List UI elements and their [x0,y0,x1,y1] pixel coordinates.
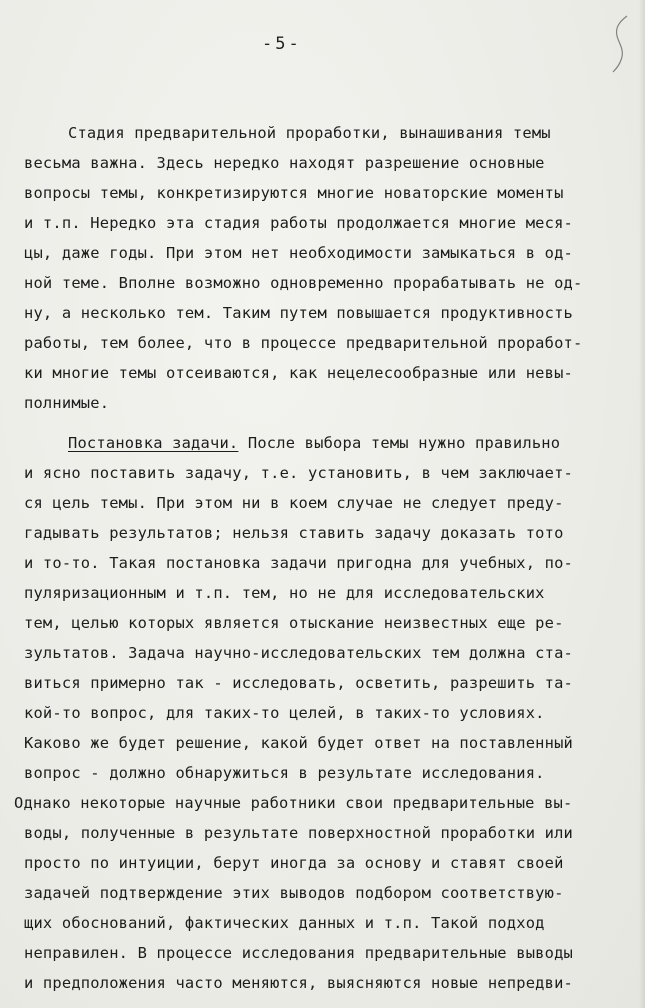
text-line: весьма важна. Здесь нередко находят разрешение основные [24,154,545,172]
text-line: тем, целью которых является отыскание неизвестных еще ре- [24,614,564,632]
text-line: щих обоснований, фактических данных и т.п. Такой подход [24,914,545,932]
page-number: -5- [262,34,302,54]
text-line: виться примерно так - исследовать, осветить, разрешить та- [24,674,574,692]
text-line: вопросы темы, конкретизируются многие новаторские моменты [24,184,564,202]
text-line: кой-то вопрос, для таких-то целей, в таких-то условиях. [24,704,545,722]
text-line: ну, а несколько тем. Таким путем повышается продуктивность [24,304,574,322]
text-line: просто по интуиции, берут иногда за основу и ставят своей [24,854,564,872]
text-line: Каково же будет решение, какой будет ответ на поставленный [24,734,574,752]
text-line: полнимые. [24,394,110,412]
text-line: гадывать результатов; нельзя ставить задачу доказать тото [24,524,564,542]
text-line: цы, даже годы. При этом нет необходимости замыкаться в од- [24,244,574,262]
heading-line-rest: После выбора темы нужно правильно [238,434,561,452]
section-heading-line [68,433,560,453]
text-line: зультатов. Задача научно-исследовательских тем должна ста- [24,644,574,662]
text-line: и т.п. Нередко эта стадия работы продолжается многие меся- [24,214,574,232]
section-heading: Постановка задачи. [68,434,239,452]
text-line: ной теме. Вполне возможно одновременно прорабатывать не од- [24,274,583,292]
text-line: воды, полученные в результате поверхностной проработки или [24,824,574,842]
page-edge-shadow [639,0,645,1008]
margin-pencil-mark [605,14,635,74]
text-line: ся цель темы. При этом ни в коем случае не следует преду- [24,494,564,512]
text-line: неправилен. В процессе исследования предварительные выводы [24,944,574,962]
text-line: и то-то. Такая постановка задачи пригодна для учебных, по- [24,554,574,572]
text-line: пуляризационным и т.п. тем, но не для исследовательских [24,584,545,602]
text-line: ки многие темы отсеиваются, как нецелесообразные или невы- [24,364,574,382]
text-line: работы, тем более, что в процессе предварительной проработ- [24,334,583,352]
text-line: и предположения часто меняются, выясняются новые непредви- [24,974,574,992]
text-line: и ясно поставить задачу, т.е. установить, в чем заключает- [24,464,574,482]
text-line: Стадия предварительной проработки, вынашивания темы [68,124,551,142]
text-line: Однако некоторые научные работники свои предварительные вы- [14,794,573,812]
text-line: вопрос - должно обнаружиться в результате исследования. [24,764,545,782]
text-line: задачей подтверждение этих выводов подбором соответствую- [24,884,564,902]
